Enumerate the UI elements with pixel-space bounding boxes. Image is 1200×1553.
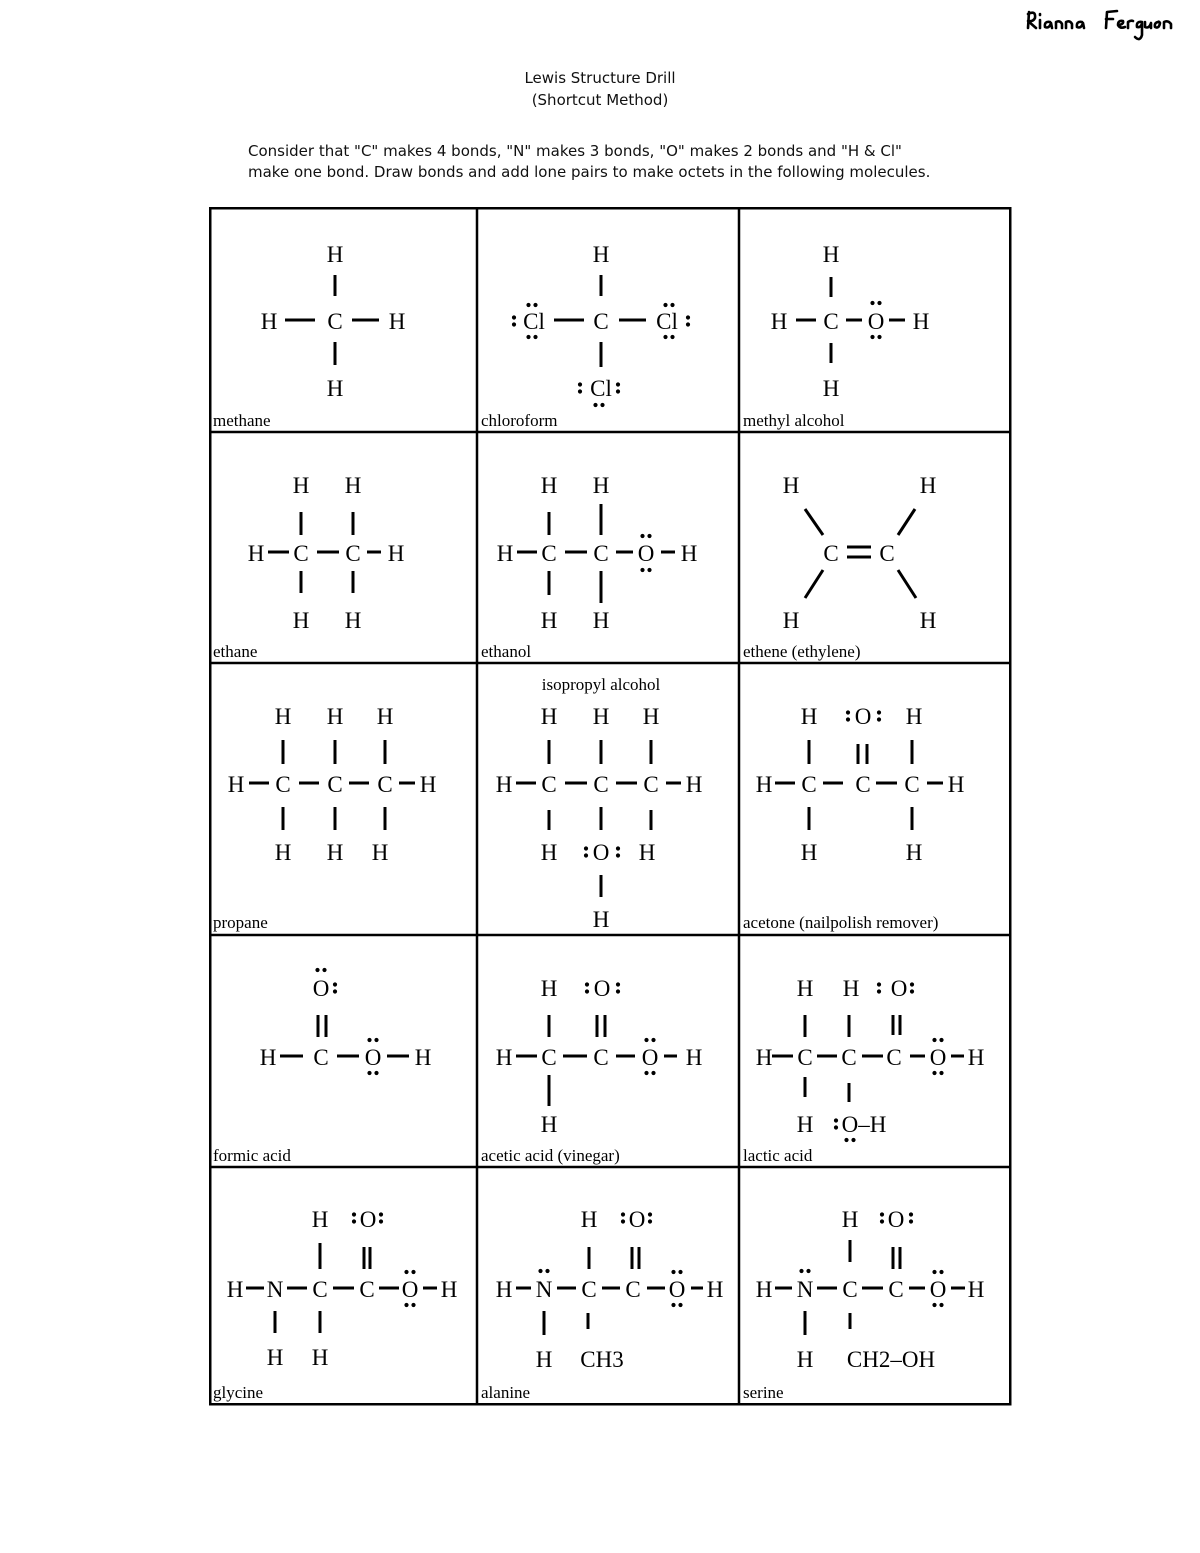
svg-text:H: H: [770, 309, 788, 334]
label-acetone: acetone (nailpolish remover): [743, 913, 939, 932]
svg-text:H: H: [259, 1045, 277, 1070]
svg-text:H: H: [266, 1345, 284, 1370]
svg-text:O: O: [641, 1045, 659, 1070]
svg-text:H: H: [292, 608, 310, 633]
svg-text:O: O: [593, 976, 611, 1001]
svg-text:H: H: [842, 976, 860, 1001]
svg-text:C: C: [823, 541, 839, 566]
svg-text:H: H: [905, 840, 923, 865]
svg-text:C: C: [886, 1045, 902, 1070]
svg-text:H: H: [540, 1112, 558, 1137]
svg-text:H: H: [247, 541, 265, 566]
svg-text:H: H: [822, 242, 840, 267]
svg-text:C: C: [643, 772, 659, 797]
svg-text:C: C: [541, 1045, 557, 1070]
svg-text:H: H: [592, 242, 610, 267]
svg-text:C: C: [904, 772, 920, 797]
svg-text:C: C: [327, 309, 343, 334]
svg-text:O: O: [854, 704, 872, 729]
svg-text:H: H: [796, 1347, 814, 1372]
svg-text:H: H: [592, 473, 610, 498]
structure-glycine: [227, 1207, 458, 1370]
label-alanine: alanine: [481, 1383, 531, 1402]
structure-lactic-acid: [756, 976, 985, 1142]
svg-text:O: O: [359, 1207, 377, 1232]
svg-text:C: C: [797, 1045, 813, 1070]
svg-text:H: H: [592, 704, 610, 729]
label-chloroform: chloroform: [481, 411, 558, 430]
svg-text:H: H: [800, 840, 818, 865]
svg-text:H: H: [841, 1207, 859, 1232]
svg-text:H: H: [912, 309, 930, 334]
svg-text:H: H: [535, 1347, 553, 1372]
structure-methane: [261, 242, 406, 401]
structure-ethene: [783, 473, 937, 633]
svg-text:C: C: [275, 772, 291, 797]
svg-text:H: H: [800, 704, 818, 729]
label-methyl-alcohol: methyl alcohol: [743, 411, 845, 430]
svg-text:H: H: [326, 704, 344, 729]
svg-text:H: H: [592, 907, 610, 932]
svg-text:Cl: Cl: [523, 309, 545, 334]
svg-text:H: H: [274, 840, 292, 865]
svg-text:H: H: [755, 1277, 773, 1302]
svg-text:C: C: [888, 1277, 904, 1302]
svg-text:H: H: [495, 1045, 513, 1070]
svg-text:C: C: [312, 1277, 328, 1302]
svg-text:C: C: [801, 772, 817, 797]
svg-text:H: H: [540, 840, 558, 865]
svg-text:H: H: [580, 1207, 598, 1232]
svg-text:H: H: [419, 772, 437, 797]
svg-text:C: C: [593, 772, 609, 797]
svg-text:C: C: [541, 541, 557, 566]
svg-text:C: C: [842, 1277, 858, 1302]
svg-text:H: H: [967, 1045, 985, 1070]
structure-ethanol: [497, 473, 698, 633]
label-ethane: ethane: [213, 642, 258, 661]
svg-text:CH2–OH: CH2–OH: [846, 1347, 936, 1372]
svg-text:O: O: [592, 840, 610, 865]
svg-text:C: C: [541, 772, 557, 797]
svg-text:O: O: [668, 1277, 686, 1302]
svg-text:H: H: [371, 840, 389, 865]
structure-acetone: [756, 704, 965, 865]
svg-text:H: H: [226, 1277, 244, 1302]
svg-text:O: O: [867, 309, 885, 334]
svg-text:H: H: [680, 541, 698, 566]
svg-text:H: H: [344, 473, 362, 498]
structure-chloroform: [512, 242, 690, 407]
svg-text:H: H: [326, 376, 344, 401]
svg-text:H: H: [388, 309, 406, 334]
svg-text:O: O: [929, 1277, 947, 1302]
svg-text:O: O: [637, 541, 655, 566]
svg-text:H: H: [642, 704, 660, 729]
svg-text:C: C: [879, 541, 895, 566]
label-acetic-acid: acetic acid (vinegar): [481, 1146, 620, 1165]
svg-text:H: H: [706, 1277, 724, 1302]
svg-text:H: H: [326, 840, 344, 865]
svg-text:O: O: [887, 1207, 905, 1232]
svg-text:C: C: [823, 309, 839, 334]
structure-methyl-alcohol: [771, 242, 930, 401]
svg-text:C: C: [345, 541, 361, 566]
svg-text:C: C: [625, 1277, 641, 1302]
svg-text:CH3: CH3: [580, 1347, 624, 1372]
svg-text:N: N: [535, 1277, 553, 1302]
svg-text:H: H: [311, 1345, 329, 1370]
svg-text:H: H: [947, 772, 965, 797]
svg-text:O: O: [401, 1277, 419, 1302]
student-signature: [1024, 2, 1174, 44]
svg-text:H: H: [782, 473, 800, 498]
structure-propane: [228, 704, 437, 865]
svg-text:H: H: [685, 772, 703, 797]
svg-text:H: H: [495, 772, 513, 797]
svg-text:H: H: [311, 1207, 329, 1232]
svg-text:C: C: [359, 1277, 375, 1302]
svg-text:H: H: [387, 541, 405, 566]
svg-text:O–H: O–H: [841, 1112, 887, 1137]
svg-text:H: H: [227, 772, 245, 797]
structure-isopropyl-alcohol: [496, 704, 703, 932]
svg-text:H: H: [685, 1045, 703, 1070]
svg-text:O: O: [364, 1045, 382, 1070]
svg-text:H: H: [967, 1277, 985, 1302]
svg-text:H: H: [496, 541, 514, 566]
svg-text:C: C: [327, 772, 343, 797]
svg-text:H: H: [540, 473, 558, 498]
worksheet-subtitle: (Shortcut Method): [531, 91, 669, 109]
svg-text:H: H: [440, 1277, 458, 1302]
label-serine: serine: [743, 1383, 784, 1402]
svg-text:H: H: [292, 473, 310, 498]
instructions-line-2: make one bond. Draw bonds and add lone pairs to make octets in the following molecules.: [248, 163, 931, 181]
svg-text:C: C: [593, 309, 609, 334]
label-glycine: glycine: [213, 1383, 264, 1402]
svg-text:H: H: [755, 1045, 773, 1070]
svg-text:H: H: [782, 608, 800, 633]
instructions-line-1: Consider that "C" makes 4 bonds, "N" makes 3 bonds, "O" makes 2 bonds and "H & Cl": [248, 142, 902, 160]
svg-text:H: H: [414, 1045, 432, 1070]
svg-text:H: H: [376, 704, 394, 729]
svg-text:O: O: [628, 1207, 646, 1232]
svg-text:C: C: [855, 772, 871, 797]
svg-text:C: C: [581, 1277, 597, 1302]
svg-text:H: H: [495, 1277, 513, 1302]
svg-text:H: H: [796, 976, 814, 1001]
structure-acetic-acid: [496, 976, 703, 1137]
svg-text:H: H: [919, 608, 937, 633]
structure-serine: [756, 1207, 985, 1372]
svg-text:C: C: [377, 772, 393, 797]
svg-text:H: H: [540, 608, 558, 633]
worksheet-title: Lewis Structure Drill: [524, 69, 676, 87]
molecule-grid: [209, 207, 1012, 1407]
svg-text:C: C: [841, 1045, 857, 1070]
svg-text:O: O: [890, 976, 908, 1001]
svg-text:H: H: [540, 704, 558, 729]
label-propane: propane: [213, 913, 268, 932]
svg-text:H: H: [638, 840, 656, 865]
svg-text:Cl: Cl: [590, 376, 612, 401]
svg-text:H: H: [540, 976, 558, 1001]
structure-formic-acid: [260, 968, 432, 1075]
svg-text:N: N: [266, 1277, 284, 1302]
svg-text:C: C: [313, 1045, 329, 1070]
svg-text:H: H: [260, 309, 278, 334]
svg-text:H: H: [919, 473, 937, 498]
label-methane: methane: [213, 411, 271, 430]
svg-text:H: H: [755, 772, 773, 797]
svg-text:H: H: [905, 704, 923, 729]
svg-text:H: H: [274, 704, 292, 729]
svg-text:H: H: [592, 608, 610, 633]
structure-ethane: [248, 473, 405, 633]
svg-text:H: H: [796, 1112, 814, 1137]
svg-text:H: H: [344, 608, 362, 633]
svg-text:Cl: Cl: [656, 309, 678, 334]
label-isopropyl-alcohol: isopropyl alcohol: [541, 675, 661, 694]
svg-text:H: H: [326, 242, 344, 267]
svg-text:C: C: [293, 541, 309, 566]
svg-text:H: H: [822, 376, 840, 401]
label-lactic-acid: lactic acid: [743, 1146, 813, 1165]
svg-text:C: C: [593, 1045, 609, 1070]
svg-text:O: O: [929, 1045, 947, 1070]
svg-text:O: O: [312, 976, 330, 1001]
label-ethene: ethene (ethylene): [743, 642, 861, 661]
label-formic-acid: formic acid: [213, 1146, 291, 1165]
svg-text:N: N: [796, 1277, 814, 1302]
svg-text:C: C: [593, 541, 609, 566]
label-ethanol: ethanol: [481, 642, 532, 661]
structure-alanine: [496, 1207, 724, 1372]
